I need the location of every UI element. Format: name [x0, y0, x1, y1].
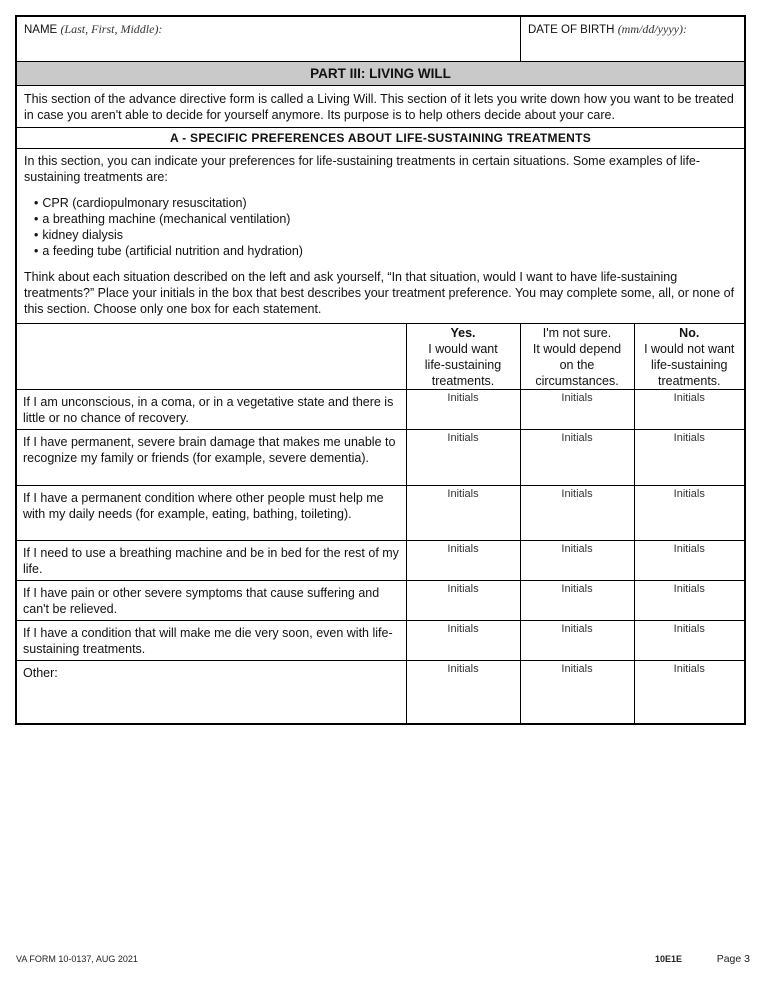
part-title: PART III: LIVING WILL: [17, 62, 744, 86]
initials-box-not-sure[interactable]: Initials: [520, 541, 634, 581]
preferences-table: [17, 323, 744, 723]
name-label: NAME: [24, 24, 58, 36]
initials-box-not-sure[interactable]: Initials: [520, 486, 634, 541]
initials-box-no[interactable]: Initials: [634, 486, 744, 541]
other-label: Other:: [23, 666, 58, 680]
initials-box-yes[interactable]: Initials: [406, 581, 520, 621]
column-header-no: No. I would not want life-sustaining treatments.: [634, 324, 744, 390]
form-id: VA FORM 10-0137, AUG 2021: [16, 954, 138, 964]
initials-box-no[interactable]: Initials: [634, 390, 744, 430]
initials-box-yes[interactable]: Initials: [406, 541, 520, 581]
initials-box-not-sure[interactable]: Initials: [520, 581, 634, 621]
column-header-yes: Yes. I would want life-sustaining treatments.: [406, 324, 520, 390]
examples-list: [34, 195, 737, 259]
section-a-title: A - SPECIFIC PREFERENCES ABOUT LIFE-SUSTAINING TREATMENTS: [17, 128, 744, 149]
list-item: • a breathing machine (mechanical ventilation): [34, 212, 291, 226]
initials-box-no[interactable]: Initials: [634, 541, 744, 581]
table-row: [17, 541, 744, 581]
initials-box-not-sure[interactable]: Initials: [520, 621, 634, 661]
initials-box-yes[interactable]: Initials: [406, 390, 520, 430]
name-field[interactable]: [17, 17, 521, 61]
table-row: [17, 486, 744, 541]
list-item: • a feeding tube (artificial nutrition and hydration): [34, 244, 303, 258]
statement-other[interactable]: [17, 661, 406, 723]
initials-box-no[interactable]: Initials: [634, 661, 744, 723]
column-header-not-sure: I'm not sure. It would depend on the circumstances.: [520, 324, 634, 390]
initials-box-yes[interactable]: Initials: [406, 621, 520, 661]
table-row: [17, 390, 744, 430]
statement-unconscious: If I am unconscious, in a coma, or in a vegetative state and there is little or no chance of recovery.: [17, 390, 406, 430]
initials-box-yes[interactable]: Initials: [406, 430, 520, 486]
table-row: [17, 621, 744, 661]
section-a-lead: In this section, you can indicate your preferences for life-sustaining treatments in certain situations. Some examples of life-sustaining treatments are:: [24, 154, 701, 184]
section-a-body: [17, 149, 744, 323]
table-row: [17, 661, 744, 723]
identity-row: [17, 17, 744, 62]
list-item: • CPR (cardiopulmonary resuscitation): [34, 196, 247, 210]
living-will-form: [15, 15, 746, 725]
statement-pain: If I have pain or other severe symptoms that cause suffering and can't be relieved.: [17, 581, 406, 621]
initials-box-no[interactable]: Initials: [634, 430, 744, 486]
initials-box-not-sure[interactable]: Initials: [520, 390, 634, 430]
list-item: • kidney dialysis: [34, 228, 123, 242]
intro-text: This section of the advance directive form is called a Living Will. This section of it lets you write down how you want to be treated in case you aren't able to decide for yourself anymore. Its purpose is to help others decide about your care.: [17, 86, 744, 128]
statement-breathing-machine: If I need to use a breathing machine and be in bed for the rest of my life.: [17, 541, 406, 581]
table-row: [17, 430, 744, 486]
initials-box-yes[interactable]: Initials: [406, 486, 520, 541]
form-code: 10E1E: [654, 954, 682, 964]
statement-die-soon: If I have a condition that will make me die very soon, even with life-sustaining treatments.: [17, 621, 406, 661]
page-number: Page 3: [716, 953, 750, 965]
initials-box-not-sure[interactable]: Initials: [520, 430, 634, 486]
table-row: [17, 581, 744, 621]
dob-field[interactable]: [521, 17, 744, 61]
statement-daily-needs: If I have a permanent condition where other people must help me with my daily needs (for example, eating, bathing, toileting).: [17, 486, 406, 541]
empty-header-cell: [17, 324, 406, 390]
initials-box-no[interactable]: Initials: [634, 621, 744, 661]
dob-label: DATE OF BIRTH: [528, 24, 615, 36]
name-hint: (Last, First, Middle):: [60, 22, 163, 36]
initials-box-yes[interactable]: Initials: [406, 661, 520, 723]
table-header-row: [17, 324, 744, 390]
dob-hint: (mm/dd/yyyy):: [617, 22, 687, 36]
initials-box-not-sure[interactable]: Initials: [520, 661, 634, 723]
section-a-instructions: Think about each situation described on the left and ask yourself, “In that situation, would I want to have life-sustaining treatments?” Place your initials in the box that best describes your treatment preference. You may complete some, all, or none of this section. Choose only one box for each statement.: [24, 270, 735, 316]
initials-box-no[interactable]: Initials: [634, 581, 744, 621]
statement-brain-damage: If I have permanent, severe brain damage that makes me unable to recognize my family or friends (for example, severe dementia).: [17, 430, 406, 486]
